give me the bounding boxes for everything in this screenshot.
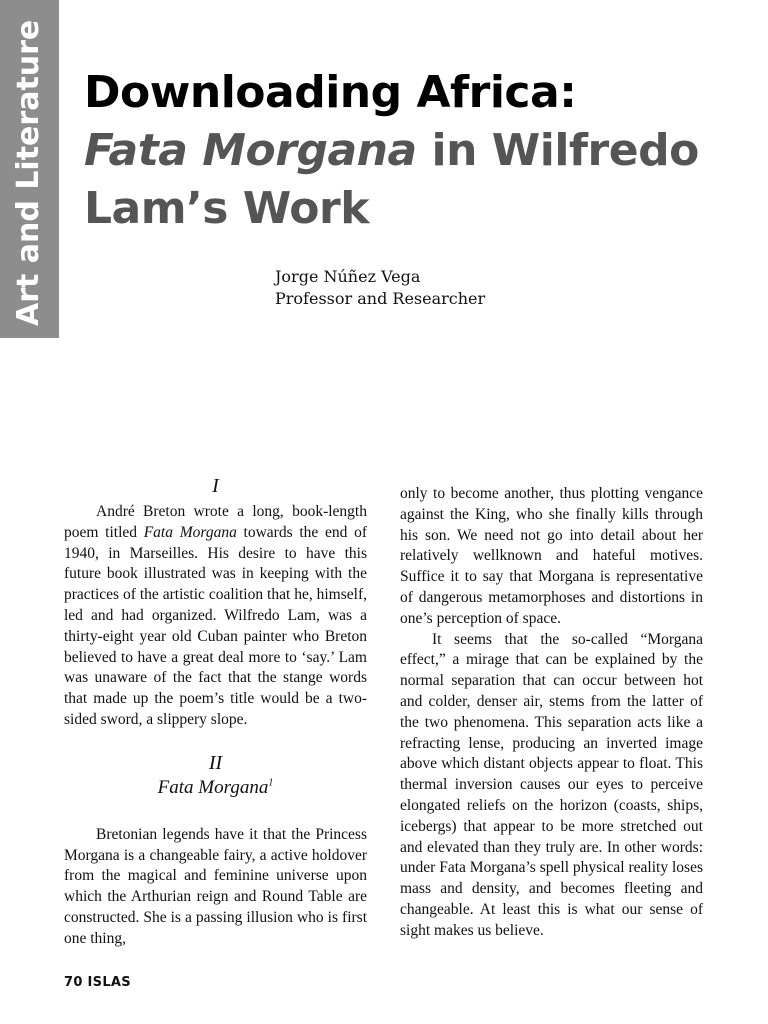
section-2-numeral: II [208, 751, 223, 774]
left-column [64, 474, 367, 950]
section-2-paragraph: Bretonian legends have it that the Princess Morgana is a changeable fairy, a active holdover from the magical and feminine universe upon which the Arthurian reign and Round Table are constructed. She is a passing illusion who is first one thing, [64, 825, 367, 947]
section-2-heading [64, 751, 367, 801]
paragraph-text: towards the end of 1940, in Marseilles. His desire to have this future book illustrated was in keeping with the practices of the artistic coalition that he, himself, led and had organized. Wilfredo Lam, was a thirty-eight year old Cuban painter who Breton believed to have a great deal more to ‘say.’ Lam was unaware of the fact that the stange words that made up the poem’s title would be a two-sided sword, a slippery slope. [64, 523, 367, 728]
section-2-subtitle [64, 775, 367, 801]
page-footer: 70 ISLAS [64, 975, 131, 990]
section-tab-label: Art and Literature [11, 19, 46, 326]
poem-title-italic: Fata Morgana [143, 523, 237, 541]
right-paragraph-1: only to become another, thus plotting vengance against the King, who she finally kills through his son. We need not go into detail about her relatively wellknown and hateful motives. Suffice it to say that Morgana is representative of dangerous metamorphoses and distortions in one’s perception of space. [400, 485, 703, 627]
subtitle-text: Fata Morgana [157, 776, 269, 798]
title-italic-part: Fata Morgana [84, 125, 417, 176]
right-paragraph-2: It seems that the so-called “Morgana effect,” a mirage that can be explained by the normal separation that can occur between hot and colder, denser air, stems from the latter of the two phenomena. This separation acts like a refracting lense, producing an inverted image above which distant objects appear to float. This thermal inversion causes our eyes to perceive elongated reliefs on the horizon (coasts, ships, icebergs) that appear to be more stretched out and elevated than they truly are. In other words: under Fata Morgana’s spell physical reality loses mass and density, and becomes fleeting and changeable. At least this is what our sense of sight makes us believe. [400, 630, 703, 939]
footnote-marker: 1 [268, 777, 274, 789]
section-1-heading: I [212, 475, 219, 497]
title-line-3: Lam’s Work [84, 183, 369, 234]
author-role: Professor and Researcher [275, 289, 486, 308]
title-line-1: Downloading Africa: [84, 67, 577, 118]
right-column [400, 484, 703, 942]
byline [275, 266, 485, 310]
author-name: Jorge Núñez Vega [275, 267, 421, 286]
article-title [84, 64, 724, 238]
section-1-paragraph [64, 502, 367, 731]
paragraph-text: André Breton wrote a long, book-length poem titled [64, 503, 367, 541]
title-line-2-rest: in Wilfredo [416, 125, 699, 176]
